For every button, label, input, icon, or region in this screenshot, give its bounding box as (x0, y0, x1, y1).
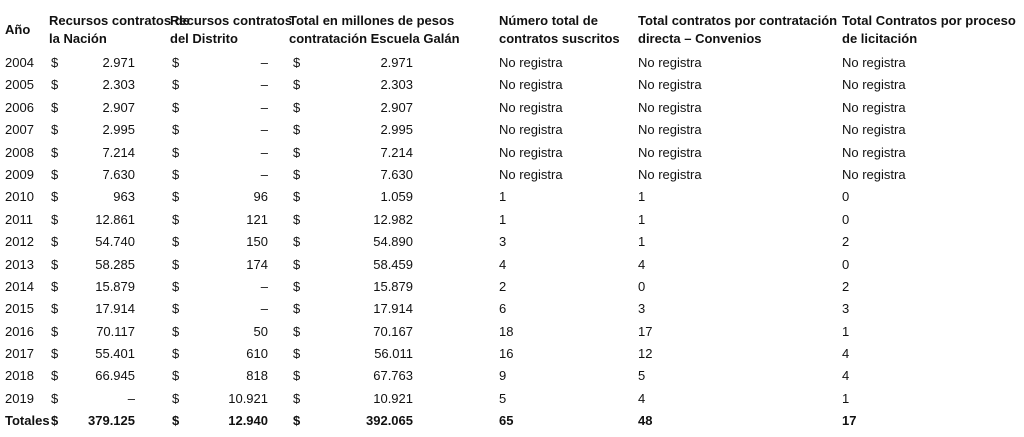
cell-distrito: 150 (246, 234, 268, 250)
cell-nacion: 66.945 (95, 368, 135, 384)
cell-nacion: 12.861 (95, 211, 135, 227)
cell-directa: 5 (638, 368, 646, 384)
cell-nacion: 2.971 (102, 55, 135, 70)
cell-year: 2012 (5, 234, 34, 250)
cell-distrito: – (260, 278, 268, 294)
cell-distrito: 174 (246, 256, 268, 272)
currency-symbol: $ (172, 390, 180, 406)
currency-symbol: $ (293, 166, 301, 182)
currency-symbol: $ (51, 301, 59, 317)
cell-nacion: – (127, 390, 135, 406)
cell-suscritos: No registra (499, 166, 563, 182)
currency-symbol: $ (51, 413, 59, 429)
currency-symbol: $ (293, 55, 301, 70)
currency-symbol: $ (51, 211, 59, 227)
cell-total: 1.059 (380, 189, 413, 205)
table-row (0, 254, 1024, 276)
cell-directa: 3 (638, 301, 646, 317)
cell-total: 67.763 (373, 368, 413, 384)
currency-symbol: $ (51, 323, 59, 339)
cell-nacion: 58.285 (95, 256, 135, 272)
cell-year: 2004 (5, 55, 34, 70)
cell-total: 54.890 (373, 234, 413, 250)
cell-total: 15.879 (373, 278, 413, 294)
cell-year: 2011 (5, 211, 33, 227)
table-row (0, 164, 1024, 186)
cell-suscritos: 2 (499, 278, 507, 294)
currency-symbol: $ (51, 122, 59, 138)
cell-suscritos: No registra (499, 144, 563, 160)
currency-symbol: $ (172, 301, 180, 317)
cell-licitacion: No registra (842, 99, 906, 115)
table-header (0, 12, 1024, 50)
cell-nacion: 55.401 (95, 346, 135, 362)
cell-suscritos: No registra (499, 99, 563, 115)
header-year: Año (5, 22, 31, 37)
cell-directa: 1 (638, 189, 646, 205)
cell-nacion: 2.995 (102, 122, 135, 138)
cell-directa: 12 (638, 346, 653, 362)
currency-symbol: $ (51, 99, 59, 115)
header-directa: Total contratos por contratación directa – Convenios (638, 13, 838, 46)
cell-licitacion: 4 (842, 346, 850, 362)
cell-year: 2014 (5, 278, 34, 294)
cell-suscritos: No registra (499, 55, 563, 70)
cell-nacion: 2.303 (102, 77, 135, 93)
cell-total: 2.995 (380, 122, 413, 138)
cell-distrito: – (260, 122, 268, 138)
cell-total: 7.214 (380, 144, 413, 160)
cell-nacion: 379.125 (88, 413, 135, 429)
table-row (0, 276, 1024, 298)
cell-directa: 4 (638, 390, 646, 406)
header-distrito: Recursos contratos del Distrito (170, 13, 293, 46)
cell-total: 2.971 (380, 55, 413, 70)
cell-directa: 4 (638, 256, 646, 272)
table-row (0, 231, 1024, 253)
table-row (0, 209, 1024, 231)
currency-symbol: $ (293, 346, 301, 362)
cell-licitacion: 2 (842, 278, 850, 294)
cell-suscritos: 18 (499, 323, 514, 339)
cell-total: 2.303 (380, 77, 413, 93)
cell-total: 58.459 (373, 256, 413, 272)
cell-licitacion: 0 (842, 211, 850, 227)
cell-year: 2010 (5, 189, 34, 205)
cell-directa: No registra (638, 122, 702, 138)
cell-directa: No registra (638, 99, 702, 115)
cell-distrito: 96 (253, 189, 268, 205)
cell-licitacion: No registra (842, 166, 906, 182)
currency-symbol: $ (172, 323, 180, 339)
cell-licitacion: No registra (842, 55, 906, 70)
currency-symbol: $ (293, 256, 301, 272)
cell-licitacion: No registra (842, 122, 906, 138)
cell-year: 2005 (5, 77, 34, 93)
currency-symbol: $ (293, 368, 301, 384)
cell-nacion: 15.879 (95, 278, 135, 294)
currency-symbol: $ (293, 390, 301, 406)
currency-symbol: $ (51, 189, 59, 205)
header-suscritos: Número total de contratos suscritos (499, 13, 620, 46)
cell-licitacion: 2 (842, 234, 850, 250)
currency-symbol: $ (293, 301, 301, 317)
cell-directa: 1 (638, 234, 646, 250)
cell-total: 56.011 (374, 346, 413, 362)
table-row (0, 321, 1024, 343)
cell-distrito: 12.940 (228, 413, 268, 429)
currency-symbol: $ (172, 413, 180, 429)
cell-licitacion: No registra (842, 144, 906, 160)
currency-symbol: $ (51, 77, 59, 93)
table-row (0, 74, 1024, 96)
header-total: Total en millones de pesos contratación Escuela Galán (289, 13, 460, 46)
cell-distrito: – (260, 166, 268, 182)
currency-symbol: $ (293, 99, 301, 115)
cell-year: 2019 (5, 390, 34, 406)
cell-nacion: 963 (113, 189, 135, 205)
table-row (0, 365, 1024, 387)
cell-year: 2013 (5, 256, 34, 272)
currency-symbol: $ (293, 413, 301, 429)
cell-suscritos: No registra (499, 122, 563, 138)
currency-symbol: $ (172, 256, 180, 272)
cell-total: 17.914 (373, 301, 413, 317)
cell-suscritos: 1 (499, 189, 507, 205)
cell-suscritos: 1 (499, 211, 507, 227)
table-row (0, 298, 1024, 320)
table-row (0, 388, 1024, 410)
currency-symbol: $ (172, 211, 180, 227)
cell-distrito: 818 (246, 368, 268, 384)
table-body (0, 52, 1024, 433)
cell-directa: 0 (638, 278, 646, 294)
table-row (0, 343, 1024, 365)
currency-symbol: $ (51, 278, 59, 294)
currency-symbol: $ (293, 234, 301, 250)
currency-symbol: $ (51, 234, 59, 250)
cell-directa: No registra (638, 144, 702, 160)
currency-symbol: $ (172, 166, 180, 182)
table-row (0, 142, 1024, 164)
header-licitacion: Total Contratos por proceso de licitación (842, 13, 1016, 46)
cell-suscritos: 3 (499, 234, 507, 250)
currency-symbol: $ (172, 278, 180, 294)
currency-symbol: $ (293, 278, 301, 294)
cell-licitacion: 17 (842, 413, 857, 429)
cell-distrito: 610 (246, 346, 268, 362)
cell-licitacion: 4 (842, 368, 850, 384)
currency-symbol: $ (172, 234, 180, 250)
currency-symbol: $ (293, 77, 301, 93)
currency-symbol: $ (293, 211, 301, 227)
cell-distrito: 10.921 (228, 390, 268, 406)
currency-symbol: $ (172, 144, 180, 160)
cell-suscritos: 9 (499, 368, 507, 384)
cell-distrito: – (260, 301, 268, 317)
cell-licitacion: 3 (842, 301, 850, 317)
cell-licitacion: 0 (842, 256, 850, 272)
currency-symbol: $ (293, 122, 301, 138)
cell-distrito: – (260, 144, 268, 160)
cell-directa: No registra (638, 166, 702, 182)
table-row (0, 97, 1024, 119)
table-row (0, 186, 1024, 208)
cell-suscritos: No registra (499, 77, 563, 93)
cell-year: 2006 (5, 99, 34, 115)
currency-symbol: $ (172, 189, 180, 205)
currency-symbol: $ (172, 122, 180, 138)
cell-distrito: 50 (253, 323, 268, 339)
cell-nacion: 54.740 (95, 234, 135, 250)
cell-directa: No registra (638, 77, 702, 93)
cell-directa: 48 (638, 413, 653, 429)
cell-directa: 17 (638, 323, 653, 339)
currency-symbol: $ (172, 368, 180, 384)
cell-nacion: 7.214 (102, 144, 135, 160)
cell-year: 2017 (5, 346, 34, 362)
cell-total: 10.921 (373, 390, 413, 406)
currency-symbol: $ (51, 368, 59, 384)
cell-year: 2007 (5, 122, 34, 138)
cell-total: 7.630 (380, 166, 413, 182)
cell-year: 2015 (5, 301, 34, 317)
cell-year: 2008 (5, 144, 34, 160)
cell-distrito: – (260, 99, 268, 115)
cell-year: 2016 (5, 323, 34, 339)
cell-suscritos: 5 (499, 390, 507, 406)
cell-nacion: 7.630 (102, 166, 135, 182)
cell-distrito: – (260, 77, 268, 93)
cell-total: 392.065 (366, 413, 413, 429)
cell-suscritos: 4 (499, 256, 507, 272)
currency-symbol: $ (293, 323, 301, 339)
cell-nacion: 2.907 (102, 99, 135, 115)
cell-total: 2.907 (380, 99, 413, 115)
cell-directa: No registra (638, 55, 702, 70)
cell-suscritos: 65 (499, 413, 514, 429)
cell-distrito: 121 (246, 211, 268, 227)
cell-year: Totales (5, 413, 50, 429)
cell-distrito: – (260, 55, 268, 70)
table-row (0, 52, 1024, 74)
cell-licitacion: 1 (842, 390, 850, 406)
cell-licitacion: 0 (842, 189, 850, 205)
cell-total: 12.982 (373, 211, 413, 227)
table-row (0, 119, 1024, 141)
currency-symbol: $ (293, 189, 301, 205)
currency-symbol: $ (172, 346, 180, 362)
cell-licitacion: 1 (842, 323, 850, 339)
currency-symbol: $ (51, 390, 59, 406)
cell-licitacion: No registra (842, 77, 906, 93)
currency-symbol: $ (51, 166, 59, 182)
cell-nacion: 70.117 (96, 323, 135, 339)
cell-suscritos: 16 (499, 346, 514, 362)
currency-symbol: $ (172, 99, 180, 115)
totals-row (0, 410, 1024, 432)
cell-year: 2009 (5, 166, 34, 182)
cell-total: 70.167 (373, 323, 413, 339)
currency-symbol: $ (51, 256, 59, 272)
cell-directa: 1 (638, 211, 646, 227)
currency-symbol: $ (172, 77, 180, 93)
cell-suscritos: 6 (499, 301, 507, 317)
currency-symbol: $ (51, 55, 59, 70)
currency-symbol: $ (293, 144, 301, 160)
currency-symbol: $ (172, 55, 180, 70)
cell-nacion: 17.914 (95, 301, 135, 317)
currency-symbol: $ (51, 144, 59, 160)
currency-symbol: $ (51, 346, 59, 362)
cell-year: 2018 (5, 368, 34, 384)
header-nacion: Recursos contratos de la Nación (49, 13, 190, 46)
